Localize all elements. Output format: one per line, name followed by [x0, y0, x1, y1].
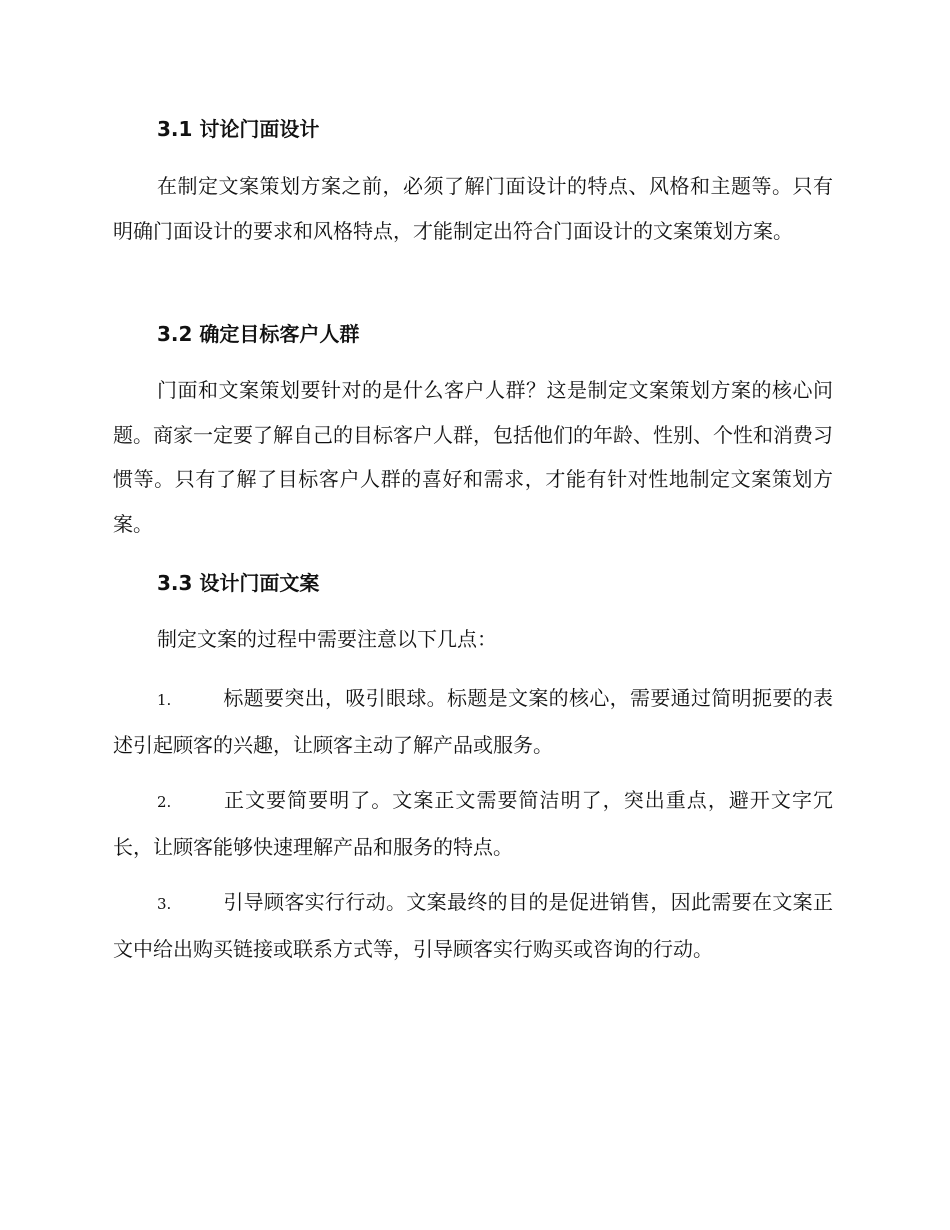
- section-heading-3-2: 3.2 确定目标客户人群: [157, 322, 360, 346]
- section-heading-3-3: 3.3 设计门面文案: [157, 571, 320, 595]
- list-number: 2.: [157, 793, 172, 811]
- list-item-3: [113, 880, 833, 971]
- section-paragraph-3-1: 在制定文案策划方案之前，必须了解门面设计的特点、风格和主题等。只有明确门面设计的要求和风格特点，才能制定出符合门面设计的文案策划方案。: [113, 174, 833, 243]
- list-item-text: 标题要突出，吸引眼球。标题是文案的核心，需要通过简明扼要的表述引起顾客的兴趣，让顾客主动了解产品或服务。: [113, 686, 833, 757]
- list-item-1: [113, 676, 833, 767]
- section-heading-3-1: 3.1 讨论门面设计: [157, 117, 320, 141]
- section-paragraph-3-2: 门面和文案策划要针对的是什么客户人群？这是制定文案策划方案的核心问题。商家一定要了解自己的目标客户人群，包括他们的年龄、性别、个性和消费习惯等。只有了解了目标客户人群的喜好和需求，才能有针对性地制定文案策划方案。: [113, 378, 833, 536]
- list-item-2: [113, 778, 833, 869]
- list-number: 3.: [157, 895, 172, 913]
- list-item-text: 引导顾客实行行动。文案最终的目的是促进销售，因此需要在文案正文中给出购买链接或联系方式等，引导顾客实行购买或咨询的行动。: [113, 890, 833, 961]
- list-number: 1.: [157, 691, 172, 709]
- list-item-text: 正文要简要明了。文案正文需要简洁明了，突出重点，避开文字冗长，让顾客能够快速理解产品和服务的特点。: [113, 788, 833, 859]
- section-paragraph-3-3: 制定文案的过程中需要注意以下几点：: [157, 627, 497, 651]
